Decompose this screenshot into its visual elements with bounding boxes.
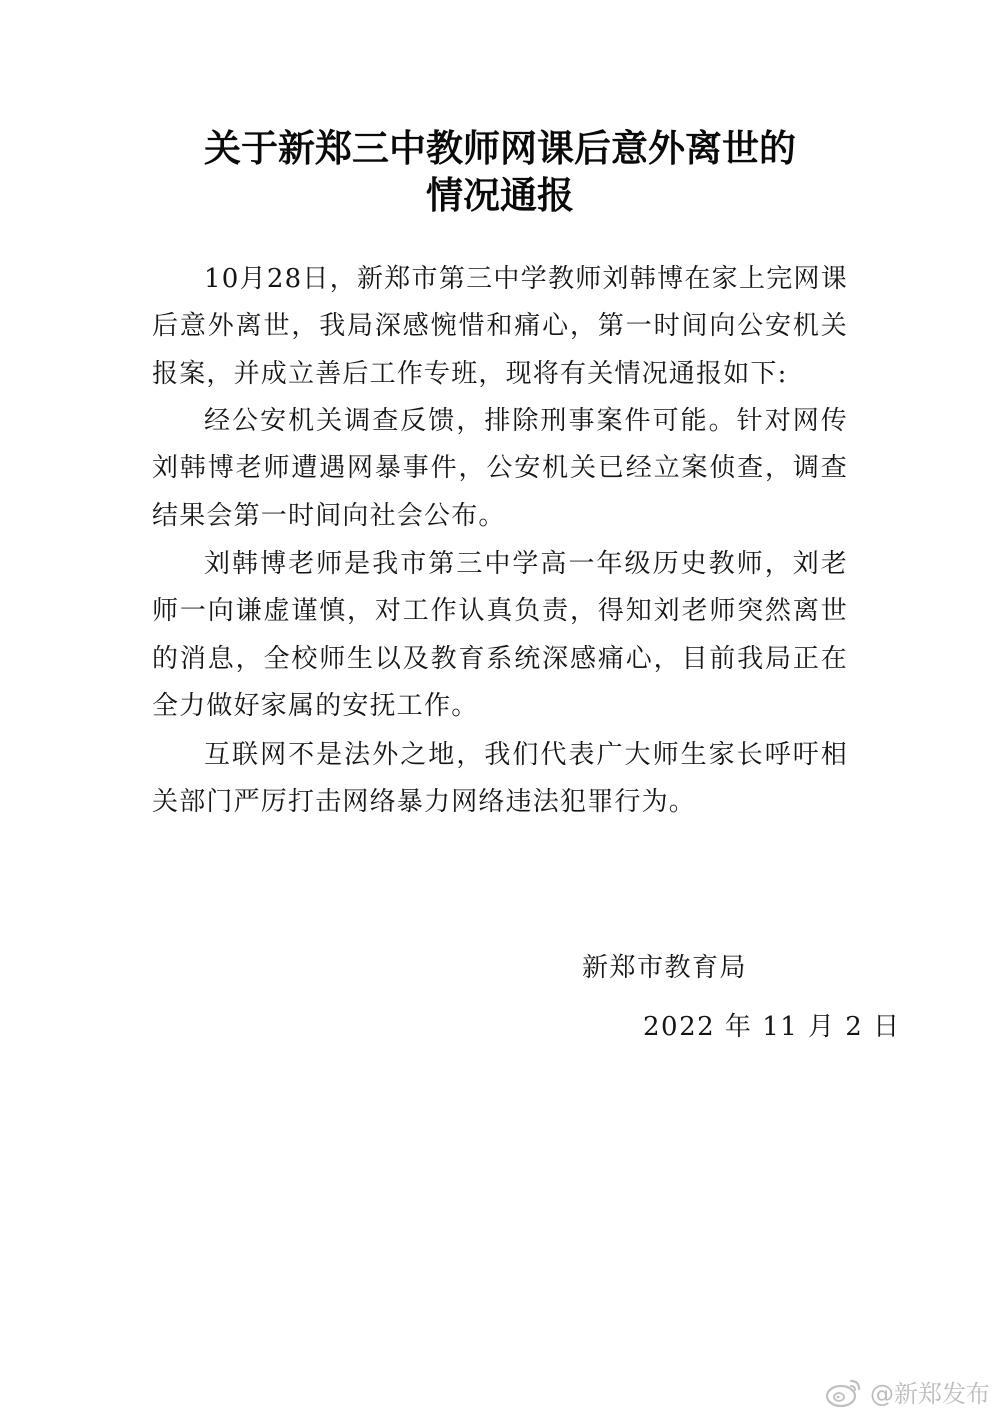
paragraph-4: 互联网不是法外之地，我们代表广大师生家长呼吁相关部门严厉打击网络暴力网络违法犯罪行为。 [152,740,848,818]
signature-organization: 新郑市教育局 [582,953,748,983]
watermark-text: @新郑发布 [870,1380,990,1408]
weibo-icon [824,1375,864,1409]
signature-date: 2022 年 11 月 2 日 [643,1012,901,1042]
document-title-line2: 情况通报 [426,173,574,217]
weibo-watermark [824,1374,990,1409]
paragraph-1: 10月28日，新郑市第三中学教师刘韩博在家上完网课后意外离世，我局深感惋惜和痛心，第一时间向公安机关报案，并成立善后工作专班，现将有关情况通报如下: [152,264,848,389]
document-title-line1: 关于新郑三中教师网课后意外离世的 [204,126,796,170]
paragraph-3: 刘韩博老师是我市第三中学高一年级历史教师，刘老师一向谦虚谨慎，对工作认真负责，得知刘老师突然离世的消息，全校师生以及教育系统深感痛心，目前我局正在全力做好家属的安抚工作。 [152,549,848,722]
paragraph-2: 经公安机关调查反馈，排除刑事案件可能。针对网传刘韩博老师遭遇网暴事件，公安机关已经立案侦查，调查结果会第一时间向社会公布。 [152,406,848,531]
